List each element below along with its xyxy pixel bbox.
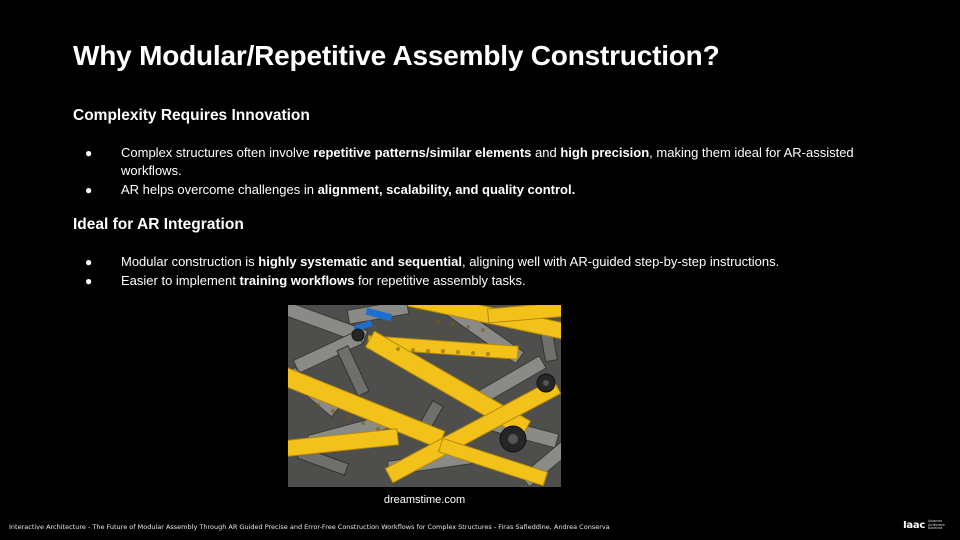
bullet-icon: ●: [85, 183, 93, 197]
logo-subtitle-line: Barcelona: [927, 526, 943, 531]
text-segment: and: [531, 145, 561, 160]
list-item: [85, 272, 905, 290]
bullet-list-ar-integration: [85, 253, 905, 291]
logo-subtitle: [928, 520, 945, 531]
bullet-icon: ●: [85, 274, 93, 288]
list-item: [85, 253, 905, 271]
section-heading-complexity: Complexity Requires Innovation: [73, 107, 310, 124]
lego-technic-parts-image: [288, 305, 561, 487]
text-segment: AR helps overcome challenges in: [121, 182, 318, 197]
text-segment: Easier to implement: [121, 273, 240, 288]
bold-segment: training workflows: [239, 273, 355, 288]
iaac-logo: [903, 520, 945, 531]
bold-segment: high precision: [560, 145, 650, 160]
bullet-list-complexity: [85, 144, 905, 200]
list-item: [85, 181, 905, 199]
bold-segment: repetitive patterns/similar elements: [313, 145, 532, 160]
lego-parts-illustration: [288, 305, 561, 487]
text-segment: Complex structures often involve: [121, 145, 314, 160]
section-heading-ar-integration: Ideal for AR Integration: [73, 216, 244, 233]
bold-segment: alignment, scalability, and quality control.: [317, 182, 576, 197]
logo-mark: Iaac: [903, 520, 925, 531]
footer-text: Interactive Architecture - The Future of Modular Assembly Through AR Guided Precise and Error-Free Construction Workflows for Complex Structures - Firas Safieddine, Andrea Conserva: [9, 523, 610, 531]
logo-subtitle-line: Architecture: [927, 522, 945, 527]
text-segment: , making them ideal for AR-assisted workflows.: [121, 145, 854, 178]
text-segment: , aligning well with AR-guided step-by-step instructions.: [462, 254, 780, 269]
slide-title: Why Modular/Repetitive Assembly Construction?: [73, 40, 720, 71]
text-segment: Modular construction is: [121, 254, 259, 269]
text-segment: for repetitive assembly tasks.: [354, 273, 526, 288]
bold-segment: highly systematic and sequential: [258, 254, 463, 269]
logo-subtitle-line: Advanced: [927, 519, 943, 524]
bullet-icon: ●: [85, 146, 93, 160]
image-caption: dreamstime.com: [383, 494, 466, 506]
list-item: [85, 144, 905, 180]
bullet-icon: ●: [85, 255, 93, 269]
